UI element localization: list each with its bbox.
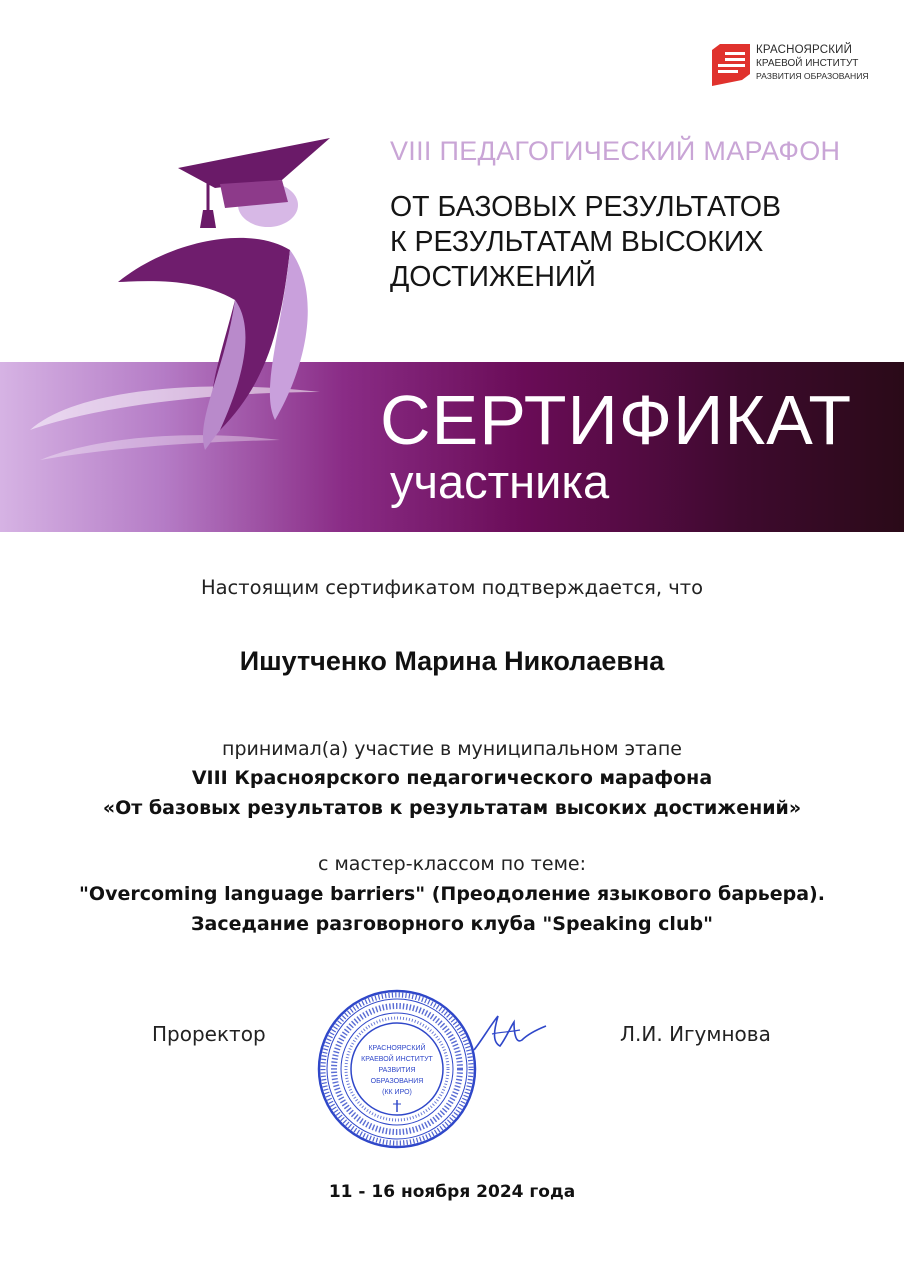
institute-logo-icon (712, 44, 750, 86)
certificate-title: СЕРТИФИКАТ (380, 381, 853, 459)
marathon-theme: ОТ БАЗОВЫХ РЕЗУЛЬТАТОВ К РЕЗУЛЬТАТАМ ВЫСОКИХ ДОСТИЖЕНИЙ (390, 191, 782, 293)
masterclass-intro: с мастер-классом по теме: (317, 853, 586, 875)
certificate-subtitle: участника (390, 455, 610, 508)
masterclass-topic-line1: "Overcoming language barriers" (Преодоление языкового барьера). (79, 883, 825, 905)
recipient-name: Ишутченко Марина Николаевна (239, 646, 665, 676)
handwritten-signature (470, 1010, 550, 1060)
seal-line-5: (КК ИРО) (382, 1089, 412, 1096)
marathon-title: VIII ПЕДАГОГИЧЕСКИЙ МАРАФОН (390, 136, 841, 166)
confirmation-text: Настоящим сертификатом подтверждается, что (200, 576, 704, 599)
institute-name-line2: КРАЕВОЙ ИНСТИТУТ (756, 58, 859, 69)
event-title: «От базовых результатов к результатам высоких достижений» (102, 797, 802, 819)
institute-logo (712, 42, 882, 92)
seal-line-1: КРАСНОЯРСКИЙ (368, 1045, 426, 1052)
participation-text: принимал(а) участие в муниципальном этапе (222, 738, 682, 760)
graduate-figure-illustration (20, 130, 380, 532)
event-dates: 11 - 16 ноября 2024 года (328, 1182, 576, 1202)
official-seal (316, 988, 478, 1150)
event-name: VIII Красноярского педагогического марафона (191, 767, 713, 789)
institute-name-line1: КРАСНОЯРСКИЙ (756, 44, 853, 56)
seal-line-3: РАЗВИТИЯ (378, 1067, 416, 1074)
seal-line-4: ОБРАЗОВАНИЯ (370, 1078, 424, 1085)
seal-line-2: КРАЕВОЙ ИНСТИТУТ (361, 1056, 433, 1063)
signatory-role: Проректор (152, 1022, 266, 1046)
institute-name-line3: РАЗВИТИЯ ОБРАЗОВАНИЯ (756, 71, 869, 81)
masterclass-topic-line2: Заседание разговорного клуба "Speaking club" (191, 913, 713, 935)
signatory-name: Л.И. Игумнова (620, 1022, 771, 1046)
